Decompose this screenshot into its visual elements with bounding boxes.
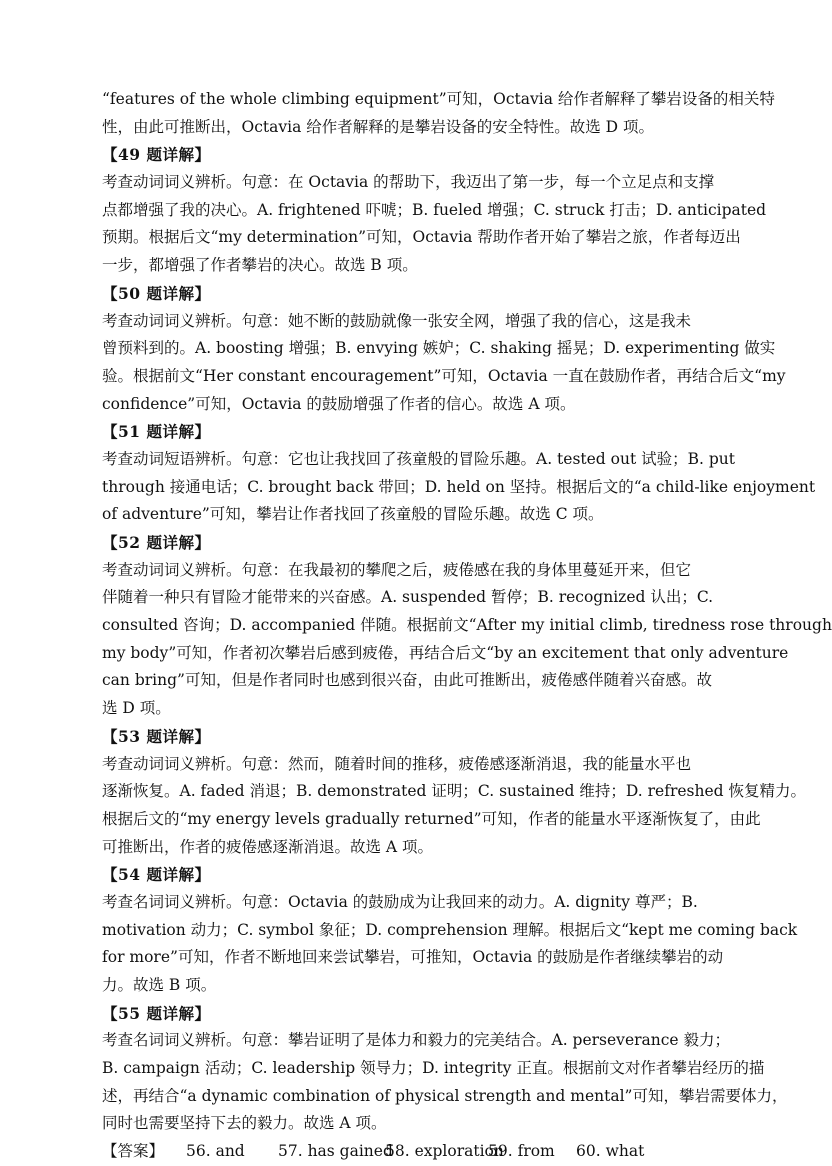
section-50-line: 考查动词词义辨析。句意：她不断的鼓励就像一张安全网，增强了我的信心，这是我未 <box>102 311 692 330</box>
explanation-text-block <box>102 86 832 1166</box>
section-49-line: 预期。根据后文“my determination”可知，Octavia 帮助作者开始了攀岩之旅，作者每迈出 <box>102 228 741 247</box>
section-54-line: 考查名词词义辨析。句意：Octavia 的鼓励成为让我回来的动力。A. dignity 尊严；B. <box>102 892 698 911</box>
section-53-line: 逐渐恢复。A. faded 消退；B. demonstrated 证明；C. sustained 维持；D. refreshed 恢复精力。 <box>102 782 806 801</box>
section-52-line: 伴随着一种只有冒险才能带来的兴奋感。A. suspended 暂停；B. recognized 认出；C. <box>102 588 714 607</box>
section-54-line: for more”可知，作者不断地回来尝试攀岩，可推知，Octavia 的鼓励是作者继续攀岩的动 <box>102 948 724 967</box>
section-54-line: 力。故选 B 项。 <box>102 976 217 994</box>
section-52-line: 考查动词词义辨析。句意：在我最初的攀爬之后，疲倦感在我的身体里蔓延开来，但它 <box>102 560 692 579</box>
section-heading-51: 【51 题详解】 <box>102 422 211 442</box>
answer-row <box>102 1138 707 1166</box>
section-53-line: 可推断出，作者的疲倦感逐渐消退。故选 A 项。 <box>102 837 434 856</box>
answer-label: 【答案】 <box>102 1142 165 1161</box>
section-51-line: 考查动词短语辨析。句意：它也让我找回了孩童般的冒险乐趣。A. tested out 试验；B. put <box>102 449 736 468</box>
section-50-line: confidence”可知，Octavia 的鼓励增强了作者的信心。故选 A 项。 <box>102 394 576 413</box>
answer-item: 56. and <box>186 1142 245 1161</box>
section-52-line: my body”可知，作者初次攀岩后感到疲倦，再结合后文“by an excitement that only adventure <box>102 643 789 662</box>
section-49-line: 考查动词词义辨析。句意：在 Octavia 的帮助下，我迈出了第一步，每一个立足点和支撑 <box>102 173 715 192</box>
section-heading-55: 【55 题详解】 <box>102 1003 211 1023</box>
section-heading-50: 【50 题详解】 <box>102 283 211 303</box>
intro-line: “features of the whole climbing equipment”可知，Octavia 给作者解释了攀岩设备的相关特 <box>102 90 775 108</box>
section-49-line: 点都增强了我的决心。A. frightened 吓唬；B. fueled 增强；C. struck 打击；D. anticipated <box>102 200 767 219</box>
section-50-line: 曾预料到的。A. boosting 增强；B. envying 嫉妒；C. shaking 摇晃；D. experimenting 做实 <box>102 339 776 358</box>
section-53-line: 考查动词词义辨析。句意：然而，随着时间的推移，疲倦感逐渐消退，我的能量水平也 <box>102 754 692 773</box>
intro-line: 性，由此可推断出，Octavia 给作者解释的是攀岩设备的安全特性。故选 D 项。 <box>102 117 655 136</box>
section-55-line: 考查名词词义辨析。句意：攀岩证明了是体力和毅力的完美结合。A. perseverance 毅力； <box>102 1031 731 1050</box>
section-51-line: of adventure”可知，攀岩让作者找回了孩童般的冒险乐趣。故选 C 项。 <box>102 505 604 524</box>
section-50-line: 验。根据前文“Her constant encouragement”可知，Octavia 一直在鼓励作者，再结合后文“my <box>102 366 786 385</box>
section-54-line: motivation 动力；C. symbol 象征；D. comprehension 理解。根据后文“kept me coming back <box>102 920 798 939</box>
answer-item: 58. exploration <box>385 1142 504 1161</box>
answer-item: 57. has gained <box>278 1142 393 1161</box>
section-51-line: through 接通电话；C. brought back 带回；D. held on 坚持。根据后文的“a child-like enjoyment <box>102 477 816 496</box>
section-55-line: 述，再结合“a dynamic combination of physical strength and mental”可知，攀岩需要体力， <box>102 1086 788 1105</box>
section-52-line: 选 D 项。 <box>102 699 171 718</box>
answer-item: 60. what <box>576 1142 645 1161</box>
section-heading-52: 【52 题详解】 <box>102 533 211 552</box>
section-52-line: consulted 咨询；D. accompanied 伴随。根据前文“After my initial climb, tiredness rose through <box>102 616 832 635</box>
section-heading-53: 【53 题详解】 <box>102 726 211 746</box>
answer-item: 59. from <box>488 1142 555 1161</box>
section-55-line: 同时也需要坚持下去的毅力。故选 A 项。 <box>102 1114 387 1133</box>
section-heading-54: 【54 题详解】 <box>102 865 211 885</box>
section-53-line: 根据后文的“my energy levels gradually returned”可知，作者的能量水平逐渐恢复了，由此 <box>102 809 761 828</box>
section-55-line: B. campaign 活动；C. leadership 领导力；D. integrity 正直。根据前文对作者攀岩经历的描 <box>102 1059 765 1078</box>
section-52-line: can bring”可知，但是作者同时也感到很兴奋，由此可推断出，疲倦感伴随着兴奋感。故 <box>102 671 712 690</box>
section-heading-49: 【49 题详解】 <box>102 145 211 165</box>
section-49-line: 一步，都增强了作者攀岩的决心。故选 B 项。 <box>102 256 418 275</box>
